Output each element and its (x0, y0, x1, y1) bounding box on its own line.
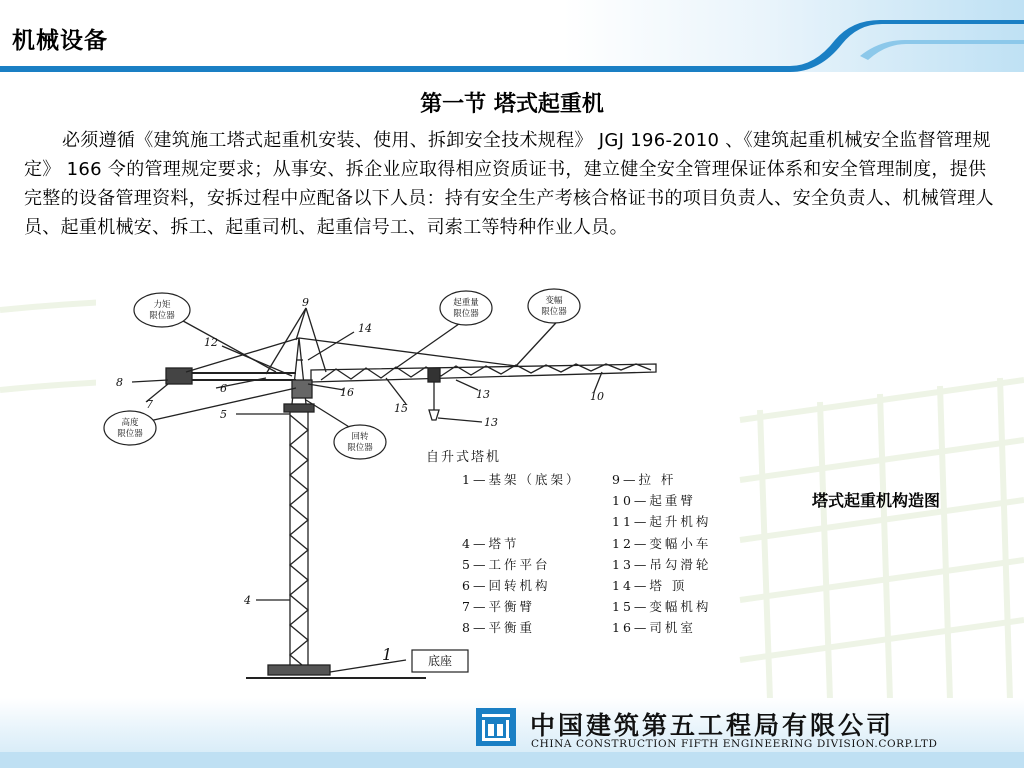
legend-item: 1—基架（底架） (462, 472, 582, 487)
part-number-12: 13 (476, 388, 490, 401)
moment-limiter-bubble (134, 293, 190, 327)
part-number-6: 6 (220, 382, 227, 395)
trolley-limiter-line1: 变幅 (545, 296, 563, 306)
part-number-8: 8 (116, 376, 123, 389)
part-number-13: 13 (484, 416, 498, 429)
legend-heading: 自升式塔机 (426, 450, 502, 465)
header-bar (0, 0, 1024, 72)
body-paragraph: 必须遵循《建筑施工塔式起重机安装、使用、拆卸安全技术规程》 JGJ 196-2010 、《建筑起重机械安全监督管理规定》 166 令的管理规定要求；从事安、拆企业应取得相应资质证书，建立健全安全管理保证体系和安全管理制度，提供完整的设备管理资料，安拆过程中应配备以下人员：持有安全生产考核合格证书的项目负责人、安全负责人、机械管理人员、起重机械安、拆工、起重司机、起重信号工、司索工等特种作业人员。 (24, 130, 994, 238)
header-wave-decoration (0, 0, 1024, 72)
part-number-1: 1 (382, 645, 393, 664)
legend-item: 7—平衡臂 (462, 599, 535, 614)
slewing-limiter-line1: 回转 (351, 432, 369, 442)
cscec-logo-icon (476, 708, 516, 746)
legend-item: 4—塔节 (462, 536, 520, 551)
legend-item: 8—平衡重 (462, 620, 535, 635)
legend-item: 5—工作平台 (462, 557, 551, 572)
load-limiter-line1: 起重量 (453, 298, 479, 308)
legend-item: 13—吊勾滑轮 (612, 557, 712, 572)
part-number-7: 7 (146, 398, 153, 411)
legend-item: 15—变幅机构 (612, 599, 712, 614)
height-limiter-line1: 高度 (121, 418, 139, 428)
diagram-caption: 塔式起重机构造图 (812, 491, 941, 510)
trolley-limiter-bubble (528, 289, 580, 323)
part-number-5: 5 (220, 408, 227, 421)
load-limiter-bubble (440, 291, 492, 325)
part-number-11: 12 (204, 336, 218, 349)
section-title: 第一节 塔式起重机 (420, 92, 604, 117)
moment-limiter-line1: 力矩 (153, 300, 171, 310)
part-number-4: 4 (244, 594, 251, 607)
company-name-en: CHINA CONSTRUCTION FIFTH ENGINEERING DIVISION.CORP.LTD (531, 738, 938, 750)
header-title: 机械设备 (12, 28, 108, 54)
legend-item: 10—起重臂 (612, 493, 696, 508)
company-name-cn: 中国建筑第五工程局有限公司 (530, 711, 895, 740)
legend-item: 9—拉 杆 (612, 472, 677, 487)
legend-item: 14—塔 顶 (612, 578, 688, 593)
part-number-16: 16 (340, 386, 354, 399)
load-limiter-line2: 限位器 (453, 309, 479, 319)
part-number-14: 14 (358, 322, 372, 335)
part-number-9: 9 (302, 296, 309, 309)
trolley-limiter-line2: 限位器 (541, 307, 567, 317)
legend-item: 12—变幅小车 (612, 536, 712, 551)
legend-item: 11—起升机构 (612, 514, 712, 529)
slewing-limiter-line2: 限位器 (347, 443, 373, 453)
part-number-15: 15 (394, 402, 408, 415)
legend-item: 16—司机室 (612, 620, 696, 635)
footer-band (0, 752, 1024, 768)
part-number-10: 10 (590, 390, 604, 403)
base-label: 底座 (427, 654, 453, 668)
height-limiter-bubble (104, 411, 156, 445)
height-limiter-line2: 限位器 (117, 429, 143, 439)
moment-limiter-line2: 限位器 (149, 311, 175, 321)
legend-item: 6—回转机构 (462, 578, 551, 593)
slewing-limiter-bubble (334, 425, 386, 459)
